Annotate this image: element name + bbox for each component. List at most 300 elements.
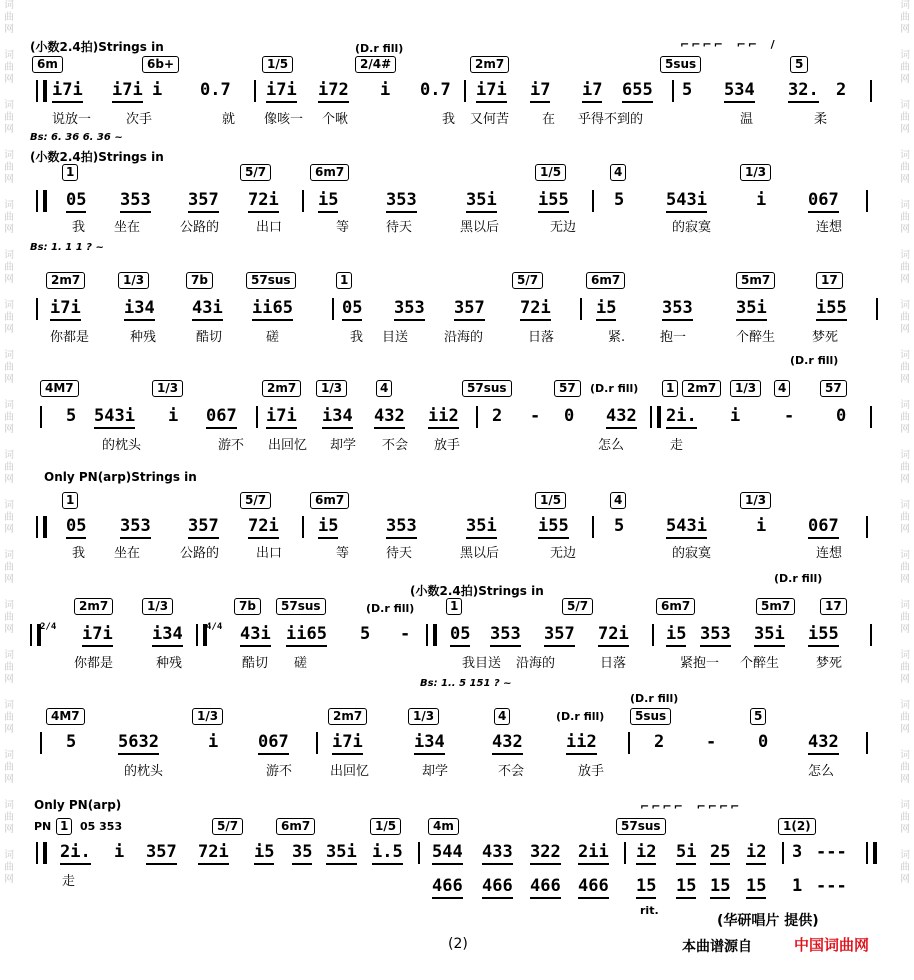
lyric: 酷切 — [242, 656, 269, 671]
note-group: 32. — [788, 80, 819, 100]
note-group: 0 — [564, 406, 575, 426]
lyric: 日落 — [528, 330, 555, 345]
barline — [652, 624, 654, 646]
lyric: 梦死 — [816, 656, 843, 671]
lyric: 沿海的 — [516, 656, 556, 671]
lyric: 等 — [336, 220, 350, 235]
note-group: i2 — [746, 842, 766, 862]
note-group: 15 — [636, 876, 656, 896]
chord-row — [30, 164, 886, 184]
note-group: 466 — [578, 876, 609, 896]
lyric: 日落 — [600, 656, 627, 671]
barline — [672, 80, 674, 102]
note-group: 72i — [198, 842, 229, 862]
note-group: 353 — [120, 190, 151, 210]
time-signature: 4/4 — [206, 622, 223, 632]
lyrics-row — [30, 108, 886, 126]
chord-symbol: 2m7 — [262, 380, 301, 397]
lyrics-row — [30, 216, 886, 234]
note-group: - — [530, 406, 541, 426]
note-group: i34 — [152, 624, 183, 644]
note-group: 35i — [736, 298, 767, 318]
note-group: 05 — [66, 516, 86, 536]
direction-text: (小数2.4拍)Strings in — [30, 40, 164, 54]
lyric: 放手 — [434, 438, 461, 453]
score-system-5 — [30, 470, 886, 580]
lyric: 你都是 — [74, 656, 114, 671]
watermark-text: 词 曲 网 — [900, 400, 910, 435]
note-group: 534 — [724, 80, 755, 100]
chord-symbol: 6m — [32, 56, 63, 73]
note-group: i7i — [82, 624, 113, 644]
note-group: 5 — [66, 406, 77, 426]
lyric: 游不 — [266, 764, 293, 779]
note-group: i72 — [318, 80, 349, 100]
note-group: i — [380, 80, 391, 100]
note-group: i — [756, 190, 767, 210]
lyric: 磋 — [294, 656, 308, 671]
note-group: 5 — [360, 624, 371, 644]
note-group: 3 — [792, 842, 803, 862]
lyric: 待天 — [386, 546, 413, 561]
note-group: 0 — [758, 732, 769, 752]
note-group: 2 — [492, 406, 503, 426]
bass-line: Bs: 1.. 5 151 ? ~ — [420, 678, 512, 689]
note-group: i7 — [582, 80, 602, 100]
watermark-text: 词 曲 网 — [900, 100, 910, 135]
lyric: 连想 — [816, 220, 843, 235]
note-group: 0.7 — [420, 80, 451, 100]
note-group: 5632 — [118, 732, 159, 752]
direction-text: (小数2.4拍)Strings in — [30, 150, 164, 164]
watermark-text: 词 曲 网 — [4, 350, 14, 385]
note-group: 15 — [676, 876, 696, 896]
pn-label: PN — [34, 820, 52, 833]
chord-symbol: 1/5 — [535, 164, 566, 181]
chord-symbol: 57sus — [276, 598, 326, 615]
note-group: --- — [816, 842, 847, 862]
double-barline — [36, 190, 47, 212]
lyrics-row — [30, 652, 886, 670]
note-group: 432 — [606, 406, 637, 426]
note-group: i5 — [596, 298, 616, 318]
note-group: ii65 — [252, 298, 293, 318]
note-group: 15 — [710, 876, 730, 896]
watermark-text: 词 曲 网 — [900, 50, 910, 85]
note-group: 35i — [466, 190, 497, 210]
barline — [592, 516, 594, 538]
watermark-text: 词 曲 网 — [900, 600, 910, 635]
note-group: i7i — [52, 80, 83, 100]
barline — [866, 516, 868, 538]
watermark-text: 词 曲 网 — [4, 100, 14, 135]
chord-symbol: 57sus — [616, 818, 666, 835]
note-group: 5 — [682, 80, 693, 100]
note-group: 357 — [146, 842, 177, 862]
note-group: ii2 — [566, 732, 597, 752]
chord-symbol: 1 — [56, 818, 72, 835]
lyric: 我 — [350, 330, 364, 345]
chord-row — [30, 492, 886, 512]
chord-symbol: 6m7 — [656, 598, 695, 615]
watermark-text: 词 曲 网 — [4, 400, 14, 435]
page-number: (2) — [448, 936, 468, 952]
chord-symbol: 57 — [554, 380, 581, 397]
barline — [316, 732, 318, 754]
watermark-text: 词 曲 网 — [900, 350, 910, 385]
note-group: 544 — [432, 842, 463, 862]
lyric: 坐在 — [114, 220, 141, 235]
chord-symbol: 1(2) — [778, 818, 816, 835]
watermark-text: 词 曲 网 — [4, 0, 14, 35]
note-group: 2 — [836, 80, 847, 100]
chord-symbol: 2m7 — [328, 708, 367, 725]
note-group: 432 — [492, 732, 523, 752]
score-system-7 — [30, 690, 886, 790]
note-group: 357 — [544, 624, 575, 644]
lyric: 待天 — [386, 220, 413, 235]
lyric: 等 — [336, 546, 350, 561]
chord-symbol: 17 — [816, 272, 843, 289]
lyric: 怎么 — [808, 764, 835, 779]
note-group: 432 — [808, 732, 839, 752]
note-group: i55 — [538, 516, 569, 536]
watermark-right — [898, 0, 912, 980]
note-group: 543i — [666, 190, 707, 210]
lyric: 梦死 — [812, 330, 839, 345]
barline — [870, 624, 872, 646]
note-group: 357 — [454, 298, 485, 318]
double-barline — [36, 842, 47, 864]
note-group: i — [152, 80, 163, 100]
chord-symbol: 6b+ — [142, 56, 179, 73]
chord-symbol: 7b — [234, 598, 261, 615]
watermark-text: 词 曲 网 — [900, 650, 910, 685]
note-group: 353 — [490, 624, 521, 644]
barline — [418, 842, 420, 864]
chord-symbol: 1/3 — [730, 380, 761, 397]
chord-row — [30, 818, 886, 838]
note-group: i — [208, 732, 219, 752]
lyric: 无边 — [550, 546, 577, 561]
note-group: 5 — [66, 732, 77, 752]
chord-symbol: 1/3 — [408, 708, 439, 725]
chord-symbol: 6m7 — [310, 164, 349, 181]
credit-text: (华研唱片 提供) — [717, 913, 819, 929]
note-group: 353 — [120, 516, 151, 536]
fill-label: (D.r fill) — [366, 602, 415, 615]
time-signature: 2/4 — [40, 622, 57, 632]
lyric: 磋 — [266, 330, 280, 345]
chord-symbol: 1/3 — [118, 272, 149, 289]
lyric: 温 — [740, 112, 754, 127]
note-group: i7i — [266, 406, 297, 426]
note-group: i7i — [332, 732, 363, 752]
lyric: 无边 — [550, 220, 577, 235]
note-group: --- — [816, 876, 847, 896]
note-group: 0 — [836, 406, 847, 426]
chord-symbol: 1/3 — [740, 492, 771, 509]
lyric: 紧. — [608, 330, 626, 345]
lyric: 柔 — [814, 112, 828, 127]
watermark-text: 词 曲 网 — [4, 700, 14, 735]
note-group: i55 — [538, 190, 569, 210]
lyric: 抱一 — [660, 330, 687, 345]
direction-text: Only PN(arp)Strings in — [44, 470, 197, 484]
chord-symbol: 4 — [494, 708, 510, 725]
score-system-4 — [30, 350, 886, 460]
note-group: 35i — [326, 842, 357, 862]
lyric: 公路的 — [180, 546, 220, 561]
barline — [876, 298, 878, 320]
chord-symbol: 5sus — [630, 708, 671, 725]
chord-symbol: 2m7 — [46, 272, 85, 289]
lyric: 说放一 — [52, 112, 92, 127]
note-group: 466 — [530, 876, 561, 896]
chord-symbol: 4 — [376, 380, 392, 397]
lyric: 目送 — [382, 330, 409, 345]
barline — [624, 842, 626, 864]
chord-symbol: 4M7 — [40, 380, 79, 397]
chord-symbol: 57sus — [246, 272, 296, 289]
note-group: 5 — [614, 190, 625, 210]
lyrics-row — [30, 542, 886, 560]
watermark-text: 词 曲 网 — [4, 850, 14, 885]
chord-symbol: 4M7 — [46, 708, 85, 725]
chord-symbol: 1 — [336, 272, 352, 289]
fill-label: (D.r fill) — [556, 710, 605, 723]
note-group: i55 — [808, 624, 839, 644]
barline — [866, 732, 868, 754]
note-group: 05 — [66, 190, 86, 210]
note-group: 72i — [598, 624, 629, 644]
fill-label: (D.r fill) — [630, 692, 679, 705]
note-group: 35i — [466, 516, 497, 536]
note-row — [30, 406, 886, 428]
lyrics-row — [30, 434, 886, 452]
note-group: ii2 — [428, 406, 459, 426]
lyric: 出回忆 — [268, 438, 308, 453]
source-text: 本曲谱源自 — [682, 939, 752, 955]
note-group: 067 — [808, 516, 839, 536]
bass-line: Bs: 6. 36 6. 36 ~ — [30, 132, 123, 143]
note-group: i7 — [530, 80, 550, 100]
lyric: 沿海的 — [444, 330, 484, 345]
lyric: 连想 — [816, 546, 843, 561]
fill-label: (D.r fill) — [355, 42, 404, 55]
note-group: i34 — [322, 406, 353, 426]
lyric: 的枕头 — [124, 764, 164, 779]
note-group: 543i — [94, 406, 135, 426]
lyric: 游不 — [218, 438, 245, 453]
note-group: 543i — [666, 516, 707, 536]
chord-symbol: 1/3 — [740, 164, 771, 181]
watermark-text: 词 曲 网 — [900, 250, 910, 285]
chord-symbol: 57 — [820, 380, 847, 397]
lower-note-row — [30, 876, 886, 898]
lyric: 你都是 — [50, 330, 90, 345]
chord-symbol: 5/7 — [212, 818, 243, 835]
note-group: i5 — [318, 190, 338, 210]
note-group: 067 — [258, 732, 289, 752]
note-group: 357 — [188, 516, 219, 536]
note-row — [30, 298, 886, 320]
note-group: 35i — [754, 624, 785, 644]
note-group: 43i — [240, 624, 271, 644]
barline — [40, 732, 42, 754]
lyric: 坐在 — [114, 546, 141, 561]
chord-symbol: 1 — [446, 598, 462, 615]
note-group: 466 — [432, 876, 463, 896]
watermark-text: 词 曲 网 — [4, 800, 14, 835]
chord-symbol: 7b — [186, 272, 213, 289]
lyrics-row — [30, 326, 886, 344]
score-system-1 — [30, 34, 886, 154]
lyric: 不会 — [382, 438, 409, 453]
note-group: i5 — [318, 516, 338, 536]
note-group: i7i — [266, 80, 297, 100]
watermark-text: 词 曲 网 — [4, 550, 14, 585]
note-group: 466 — [482, 876, 513, 896]
note-group: 05 — [342, 298, 362, 318]
chord-symbol: 5m7 — [736, 272, 775, 289]
barline — [870, 406, 872, 428]
barline — [302, 190, 304, 212]
note-group: 72i — [248, 516, 279, 536]
note-group: i5 — [254, 842, 274, 862]
fill-label: (D.r fill) — [774, 572, 823, 585]
watermark-text: 词 曲 网 — [900, 550, 910, 585]
note-row — [30, 190, 886, 212]
note-group: 5 — [614, 516, 625, 536]
watermark-text: 词 曲 网 — [4, 650, 14, 685]
barline — [302, 516, 304, 538]
chord-symbol: 1/5 — [262, 56, 293, 73]
note-group: i — [730, 406, 741, 426]
chord-symbol: 5m7 — [756, 598, 795, 615]
barline — [332, 298, 334, 320]
chord-symbol: 5sus — [660, 56, 701, 73]
lyric: 我 — [72, 220, 86, 235]
direction-text: Only PN(arp) — [34, 798, 122, 812]
note-group: i.5 — [372, 842, 403, 862]
chord-symbol: 4 — [610, 492, 626, 509]
note-group: 35 — [292, 842, 312, 862]
note-group: - — [784, 406, 795, 426]
note-group: i7i — [50, 298, 81, 318]
watermark-text: 词 曲 网 — [4, 600, 14, 635]
note-group: 067 — [206, 406, 237, 426]
chord-row — [30, 708, 886, 728]
note-group: 357 — [188, 190, 219, 210]
note-row — [30, 516, 886, 538]
score-system-3 — [30, 268, 886, 358]
chord-symbol: 5 — [790, 56, 808, 73]
note-group: i2 — [636, 842, 656, 862]
lyric: 乎得不到的 — [578, 112, 644, 127]
watermark-text: 词 曲 网 — [900, 200, 910, 235]
lyrics-row — [30, 760, 886, 778]
watermark-text: 词 曲 网 — [900, 300, 910, 335]
fill-label: (D.r fill) — [790, 354, 839, 367]
note-group: 25 — [710, 842, 730, 862]
note-group: 067 — [808, 190, 839, 210]
rhythm-marks: ⌐⌐⌐⌐ ⌐⌐⌐⌐ — [640, 800, 742, 813]
chord-symbol: 1/3 — [192, 708, 223, 725]
double-barline — [650, 406, 661, 428]
lyric: 走 — [670, 438, 684, 453]
lyric: 公路的 — [180, 220, 220, 235]
barline — [866, 190, 868, 212]
note-group: i7i — [112, 80, 143, 100]
lyric: 怎么 — [598, 438, 625, 453]
note-group: 72i — [520, 298, 551, 318]
note-row — [30, 842, 886, 864]
chord-symbol: 6m7 — [310, 492, 349, 509]
double-barline — [36, 80, 47, 102]
note-group: - — [400, 624, 411, 644]
watermark-text: 词 曲 网 — [900, 700, 910, 735]
note-group: - — [706, 732, 717, 752]
watermark-text: 词 曲 网 — [4, 750, 14, 785]
lyric: 种残 — [156, 656, 183, 671]
site-link[interactable]: 中国词曲网 — [794, 936, 870, 954]
note-group: i — [114, 842, 125, 862]
watermark-text: 词 曲 网 — [4, 300, 14, 335]
chord-row — [30, 272, 886, 292]
score-system-6 — [30, 572, 886, 702]
note-group: i55 — [816, 298, 847, 318]
barline — [592, 190, 594, 212]
note-group: i5 — [666, 624, 686, 644]
note-group: i34 — [124, 298, 155, 318]
note-row — [30, 732, 886, 754]
note-group: i34 — [414, 732, 445, 752]
watermark-text: 词 曲 网 — [900, 750, 910, 785]
lyric: 我目送 — [462, 656, 502, 671]
note-group: 2 — [654, 732, 665, 752]
chord-symbol: 4 — [774, 380, 790, 397]
chord-row — [30, 598, 886, 618]
lyric: 紧抱一 — [680, 656, 720, 671]
lyric: 种残 — [130, 330, 157, 345]
lyric: 我 — [442, 112, 456, 127]
note-row — [30, 80, 886, 102]
lyric: 就 — [222, 112, 236, 127]
watermark-text: 词 曲 网 — [4, 50, 14, 85]
watermark-text: 词 曲 网 — [900, 500, 910, 535]
chord-symbol: 57sus — [462, 380, 512, 397]
chord-symbol: 2m7 — [74, 598, 113, 615]
bass-line: Bs: 1. 1 1 ? ~ — [30, 242, 104, 253]
note-group: 353 — [386, 516, 417, 536]
barline — [464, 80, 466, 102]
chord-symbol: 17 — [820, 598, 847, 615]
lyric: 出口 — [256, 546, 283, 561]
lyric: 走 — [62, 874, 76, 889]
watermark-text: 词 曲 网 — [4, 250, 14, 285]
note-group: 1 — [792, 876, 803, 896]
chord-symbol: 2m7 — [470, 56, 509, 73]
chord-symbol: 1 — [62, 492, 78, 509]
lyric: 像咳一 — [264, 112, 304, 127]
lyric: 黑以后 — [460, 546, 500, 561]
barline — [628, 732, 630, 754]
chord-symbol: 1/5 — [370, 818, 401, 835]
double-barline — [866, 842, 877, 864]
lyric: 不会 — [498, 764, 525, 779]
lyric: 出回忆 — [330, 764, 370, 779]
